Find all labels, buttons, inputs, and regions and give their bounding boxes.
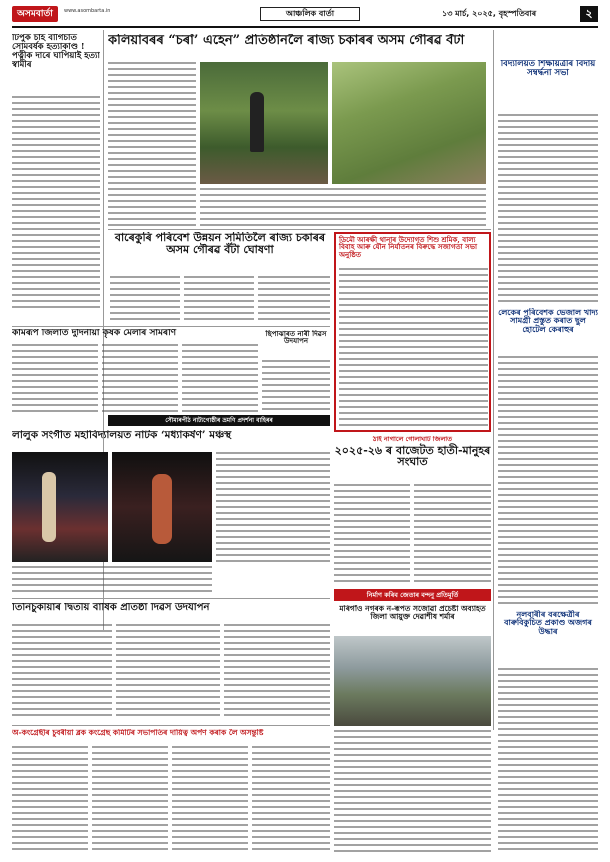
headline[interactable]: কলিয়াবৰৰ “চৰাঁ’ এহেন” প্ৰতিষ্ঠানলৈ ৰাজ্য চকাৰৰ অসম গৌৰৱ বঁটা	[108, 34, 465, 48]
lead-photo	[200, 62, 328, 184]
actor-shape	[152, 474, 172, 544]
story-body	[92, 746, 168, 854]
headline[interactable]: ডিমৌ আৰক্ষী থানাৰ উদ্যোগত শিশু শ্ৰমিক, বাল্য বিবাহ আৰু যৌন নিৰ্যাতনৰ বিৰুদ্ধে সজাগতা সভা অনুষ্ঠিত	[339, 235, 478, 259]
headline[interactable]: মৰিগাঁও নগৰক ন-ৰূপত সজোৱা প্ৰচেষ্টা অব্যাহত জিলা আয়ুক্ত দেৱাশীষ শৰ্মাৰ	[339, 605, 486, 621]
kicker: ঠাই নাগালে গোলাঘাট জিলাত	[372, 436, 453, 443]
headline[interactable]: লালুক সংগীত মহাবিদ্যালয়ত নাটক ‘মধ্যাকৰ্ষণ’ মঞ্চস্থ	[12, 430, 232, 441]
story-body	[172, 746, 248, 854]
headline[interactable]: নলবাৰীৰ বৰক্ষেত্ৰীৰ বাৰুবিকুচিত প্ৰকাণ্ড অজগৰ উদ্ধাৰ	[504, 610, 592, 636]
story-womens-day	[262, 330, 330, 358]
drama-photo-2	[112, 452, 212, 562]
crowd-photo	[334, 636, 491, 726]
story-body	[200, 188, 486, 228]
figure-shape	[250, 92, 264, 152]
story-body	[498, 668, 598, 854]
story-body	[334, 484, 410, 586]
story-congress-committee	[12, 729, 330, 743]
headline[interactable]: বিদ্যালয়ত শিক্ষয়িত্ৰীৰ বিদায় সম্বৰ্দ্ধনা সভা	[500, 60, 596, 78]
headline[interactable]: ২০২৫-২৬ ৰ বাজেটত হাতী-মানুহৰ সংঘাত	[334, 443, 491, 469]
actor-shape	[42, 472, 56, 542]
story-body	[414, 484, 491, 586]
story-body	[334, 730, 491, 854]
section-rule	[12, 326, 330, 327]
headline[interactable]: অ-কংগ্ৰেছীৰ চুবৰীয়া ব্লক কংগ্ৰেছ কমিটিৰ সভাপতিৰ দায়িত্ব অৰ্পণ কৰাক লৈ অসন্তুষ্টি	[12, 729, 264, 737]
story-body	[116, 624, 220, 720]
story-body	[258, 276, 330, 324]
story-body	[339, 268, 488, 428]
headline[interactable]: বাৰেকুৰি পৰিবেশ উন্নয়ন সমিতিলৈ ৰাজ্য চকাৰৰ অসম গৌৰৱ বঁটা ঘোষণা	[114, 232, 326, 256]
story-krishak-mela	[12, 329, 234, 343]
audience-photo	[332, 62, 486, 184]
story-body	[12, 96, 100, 311]
story-body	[12, 624, 112, 720]
story-budget-elephant	[334, 436, 491, 482]
story-body	[498, 356, 598, 606]
masthead	[12, 6, 598, 28]
headline[interactable]: ছিপাঝাৰত নাৰী দিৱস উদযাপন	[265, 330, 327, 346]
story-body	[262, 360, 330, 412]
headline[interactable]: লেকেৰ পৰিবেশক ভেজাল খাদ্য সামগ্ৰী প্ৰস্তুত কৰাত ছুল হোটেল কেৰাহুৰ	[498, 308, 598, 334]
story-dimow-police	[334, 232, 491, 432]
story-body	[110, 276, 180, 324]
section-rule	[12, 725, 330, 726]
story-body	[184, 276, 254, 324]
story-body	[498, 114, 598, 304]
headline[interactable]: টিপুক চাহ বাগিচাত সোমবৰ্ষক হত্যাকাণ্ড ! পত্নীক দাৰে ঘাপিয়াই হত্যা স্বামীৰ	[12, 34, 100, 70]
kicker-band: নিৰ্মাণ কৰিব জেতাৰ বন্দনু প্ৰতিমূৰ্তি	[334, 589, 491, 601]
story-barekuri	[110, 232, 330, 272]
story-kaliabor	[108, 34, 491, 58]
section-title: আঞ্চলিক বাৰ্তা	[260, 7, 360, 21]
story-lalluk-drama	[12, 430, 330, 448]
section-rule	[108, 229, 491, 230]
story-body	[216, 452, 330, 562]
website-url[interactable]: www.asombarta.in	[64, 8, 111, 14]
story-python-rescue	[498, 610, 598, 666]
story-body	[102, 344, 178, 412]
story-body	[12, 344, 98, 412]
spacer	[488, 62, 489, 63]
story-body	[252, 746, 330, 854]
headline[interactable]: তিনিচুকীয়াৰ দ্বিতীয় বাৰ্ষিক প্ৰতিষ্ঠা দিৱস উদযাপন	[12, 603, 210, 613]
newspaper-logo[interactable]: অসমবাৰ্তা	[12, 6, 58, 22]
story-tipuk	[12, 34, 100, 94]
column-rule	[493, 30, 494, 730]
section-rule	[12, 598, 330, 599]
story-tinisukia-foundation	[12, 603, 330, 621]
issue-date: ১৩ মাৰ্চ, ২০২৫, বৃহস্পতিবাৰ	[442, 9, 537, 18]
kicker-band: সৌমাৰপীঠ নাট্যগোষ্ঠীৰ ভ্ৰমণি প্ৰদৰ্শনা বাহিৰৰ	[108, 415, 330, 426]
story-body	[12, 746, 88, 854]
headline[interactable]: কামৰূপ জিলাত দুদিনীয়া কৃষক মেলাৰ সামৰণি	[12, 329, 177, 338]
drama-photo	[12, 452, 108, 562]
story-body	[224, 624, 330, 720]
story-body	[12, 566, 212, 594]
page-number: ২	[580, 6, 598, 22]
story-body	[108, 62, 196, 227]
story-morigaon	[334, 605, 491, 633]
story-body	[182, 344, 258, 412]
